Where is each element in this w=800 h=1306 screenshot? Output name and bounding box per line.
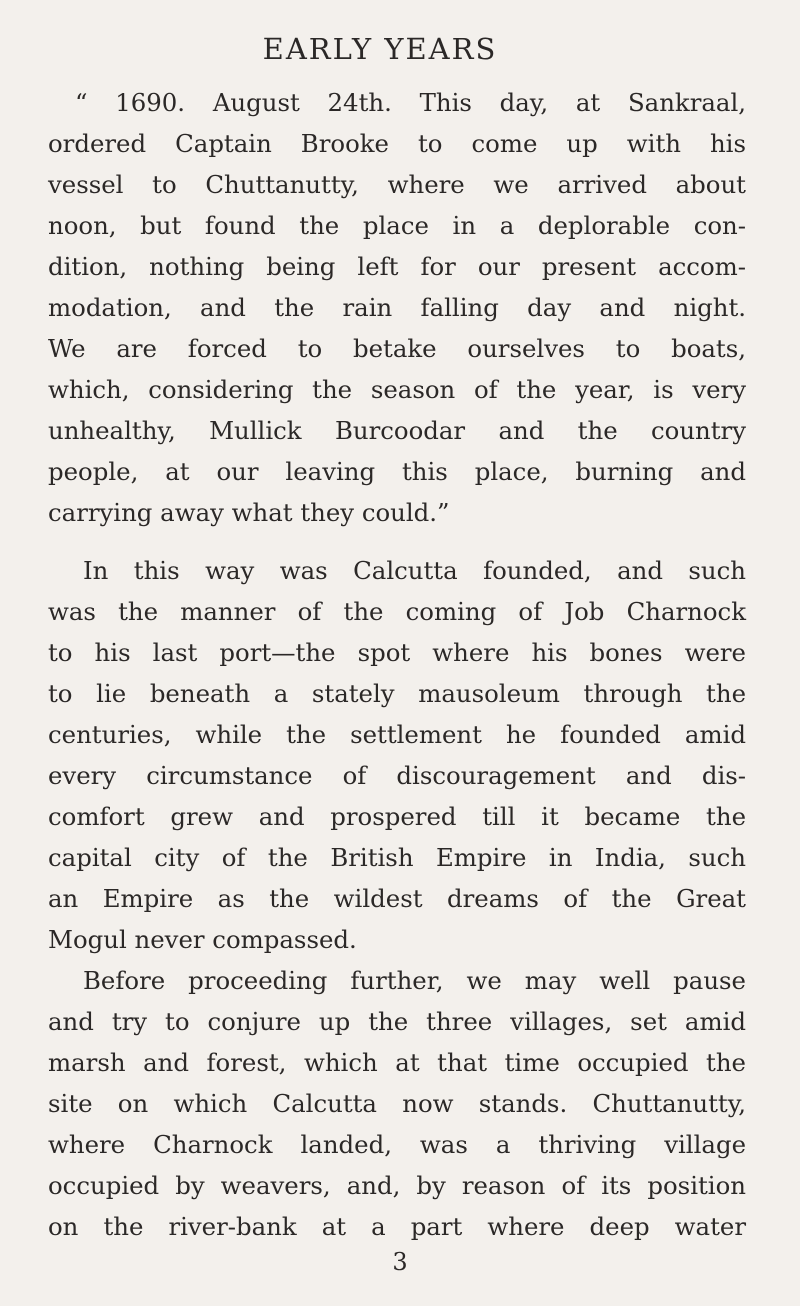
text-line: centuries, while the settlement he founded amid (48, 720, 746, 749)
text-line: capital city of the British Empire in India, such (48, 843, 746, 872)
text-line: to his last port—the spot where his bones were (48, 638, 746, 667)
text-line: noon, but found the place in a deplorable con- (48, 211, 746, 240)
text-line: vessel to Chuttanutty, where we arrived about (48, 170, 746, 199)
text-line: ordered Captain Brooke to come up with his (48, 129, 746, 158)
text-line: We are forced to betake ourselves to boats, (48, 334, 746, 363)
text-line: occupied by weavers, and, by reason of its position (48, 1171, 746, 1200)
text-line: which, considering the season of the year, is very (48, 375, 746, 404)
text-line: site on which Calcutta now stands. Chuttanutty, (48, 1089, 746, 1118)
paragraph-villages (48, 960, 746, 1247)
paragraph-founding (48, 550, 746, 960)
text-line: to lie beneath a stately mausoleum through the (48, 679, 746, 708)
running-head: EARLY YEARS (262, 32, 498, 66)
text-line: carrying away what they could.” (48, 498, 450, 527)
text-line: was the manner of the coming of Job Charnock (48, 597, 746, 626)
text-line: on the river-bank at a part where deep water (48, 1212, 746, 1241)
text-line: In this way was Calcutta founded, and such (83, 556, 746, 585)
text-line: where Charnock landed, was a thriving village (48, 1130, 746, 1159)
text-line: comfort grew and prospered till it became the (48, 802, 746, 831)
text-line: people, at our leaving this place, burning and (48, 457, 746, 486)
text-line: every circumstance of discouragement and dis- (48, 761, 746, 790)
page-number: 3 (392, 1248, 408, 1276)
quote-paragraph (48, 82, 746, 533)
text-line: modation, and the rain falling day and night. (48, 293, 746, 322)
text-line: an Empire as the wildest dreams of the Great (48, 884, 746, 913)
text-line: and try to conjure up the three villages, set amid (48, 1007, 746, 1036)
text-line: Before proceeding further, we may well pause (83, 966, 746, 995)
text-line: “ 1690. August 24th. This day, at Sankraal, (75, 88, 746, 117)
text-line: dition, nothing being left for our present accom- (48, 252, 746, 281)
text-line: Mogul never compassed. (48, 925, 357, 954)
text-line: unhealthy, Mullick Burcoodar and the country (48, 416, 746, 445)
text-line: marsh and forest, which at that time occupied the (48, 1048, 746, 1077)
